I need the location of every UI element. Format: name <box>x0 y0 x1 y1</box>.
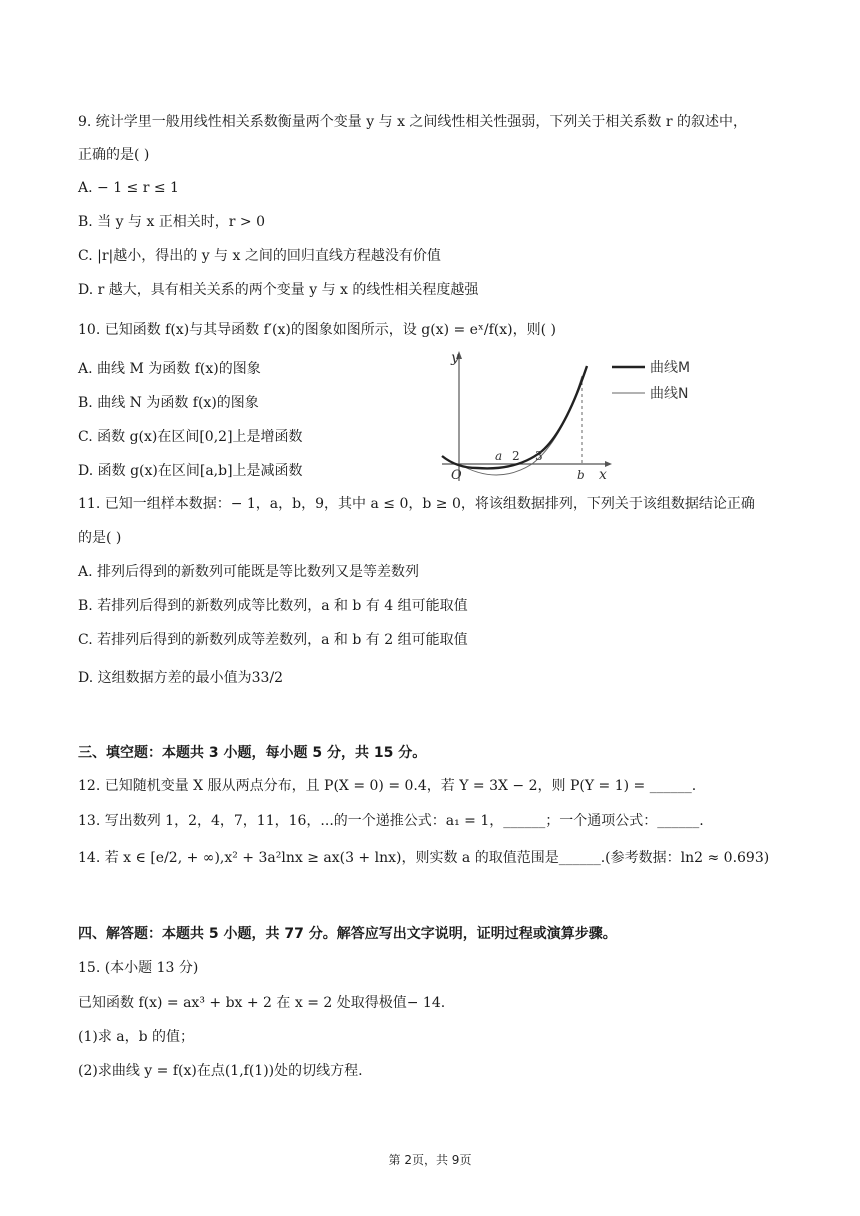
section-heading: 三、填空题：本题共 3 小题，每小题 5 分，共 15 分。 <box>78 745 427 761</box>
question-line: C. |r|越小，得出的 y 与 x 之间的回归直线方程越没有价值 <box>78 248 441 264</box>
origin-label: O <box>451 468 462 483</box>
curve-n <box>459 376 582 475</box>
tick-label-2: 2 <box>512 449 520 463</box>
question-line: B. 曲线 N 为函数 f(x)的图象 <box>78 395 259 411</box>
question-line: A. − 1 ≤ r ≤ 1 <box>78 180 179 196</box>
question-line: D. 这组数据方差的最小值为33/2 <box>78 670 284 686</box>
tick-label-3: 3 <box>535 449 543 463</box>
question-line: A. 排列后得到的新数列可能既是等比数列又是等差数列 <box>78 564 420 580</box>
question-line: 已知函数 f(x) = ax³ + bx + 2 在 x = 2 处取得极值− 14. <box>78 995 446 1011</box>
question-line: C. 函数 g(x)在区间[0,2]上是增函数 <box>78 429 303 445</box>
question-line: B. 当 y 与 x 正相关时，r > 0 <box>78 214 266 230</box>
tick-label-b: b <box>577 468 585 482</box>
question-line: 14. 若 x ∈ [e/2, + ∞),x² + 3a²lnx ≥ ax(3 + lnx)，则实数 a 的取值范围是______.(参考数据：ln2 ≈ 0.693) <box>78 850 770 866</box>
question-line: 9. 统计学里一般用线性相关系数衡量两个变量 y 与 x 之间线性相关性强弱，下列关于相关系数 r 的叙述中， <box>78 114 748 130</box>
question-line: 的是( ) <box>78 530 122 546</box>
question-line: 15. (本小题 13 分) <box>78 960 199 976</box>
page-footer: 第 2页，共 9页 <box>388 1153 472 1167</box>
x-axis-label: x <box>599 467 607 483</box>
tick-label-a: a <box>495 449 503 463</box>
legend-m-label: 曲线M <box>650 360 691 376</box>
question-line: 11. 已知一组样本数据：− 1，a，b，9，其中 a ≤ 0，b ≥ 0，将该组数据排列，下列关于该组数据结论正确 <box>78 496 755 512</box>
question-line: (2)求曲线 y = f(x)在点(1,f(1))处的切线方程. <box>78 1063 363 1079</box>
question-line: D. r 越大，具有相关关系的两个变量 y 与 x 的线性相关程度越强 <box>78 282 479 298</box>
y-axis-label: y <box>451 350 459 366</box>
question-line: C. 若排列后得到的新数列成等差数列，a 和 b 有 2 组可能取值 <box>78 632 468 648</box>
question-line: (1)求 a，b 的值； <box>78 1029 195 1045</box>
question-line: B. 若排列后得到的新数列成等比数列，a 和 b 有 4 组可能取值 <box>78 598 468 614</box>
question-line: A. 曲线 M 为函数 f(x)的图象 <box>78 361 261 377</box>
question-line: 10. 已知函数 f(x)与其导函数 f′(x)的图象如图所示，设 g(x) = eˣ/f(x)，则( ) <box>78 322 556 338</box>
question-line: 13. 写出数列 1，2，4，7，11，16，...的一个递推公式：a₁ = 1，______；一个通项公式：______. <box>78 813 704 829</box>
question-line: 12. 已知随机变量 X 服从两点分布，且 P(X = 0) = 0.4，若 Y = 3X − 2，则 P(Y = 1) = ______. <box>78 778 697 794</box>
legend-n-label: 曲线N <box>650 386 689 402</box>
function-graph <box>437 346 727 486</box>
section-heading: 四、解答题：本题共 5 小题，共 77 分。解答应写出文字说明，证明过程或演算步骤。 <box>78 926 617 942</box>
question-line: 正确的是( ) <box>78 147 150 163</box>
question-line: D. 函数 g(x)在区间[a,b]上是减函数 <box>78 463 303 479</box>
